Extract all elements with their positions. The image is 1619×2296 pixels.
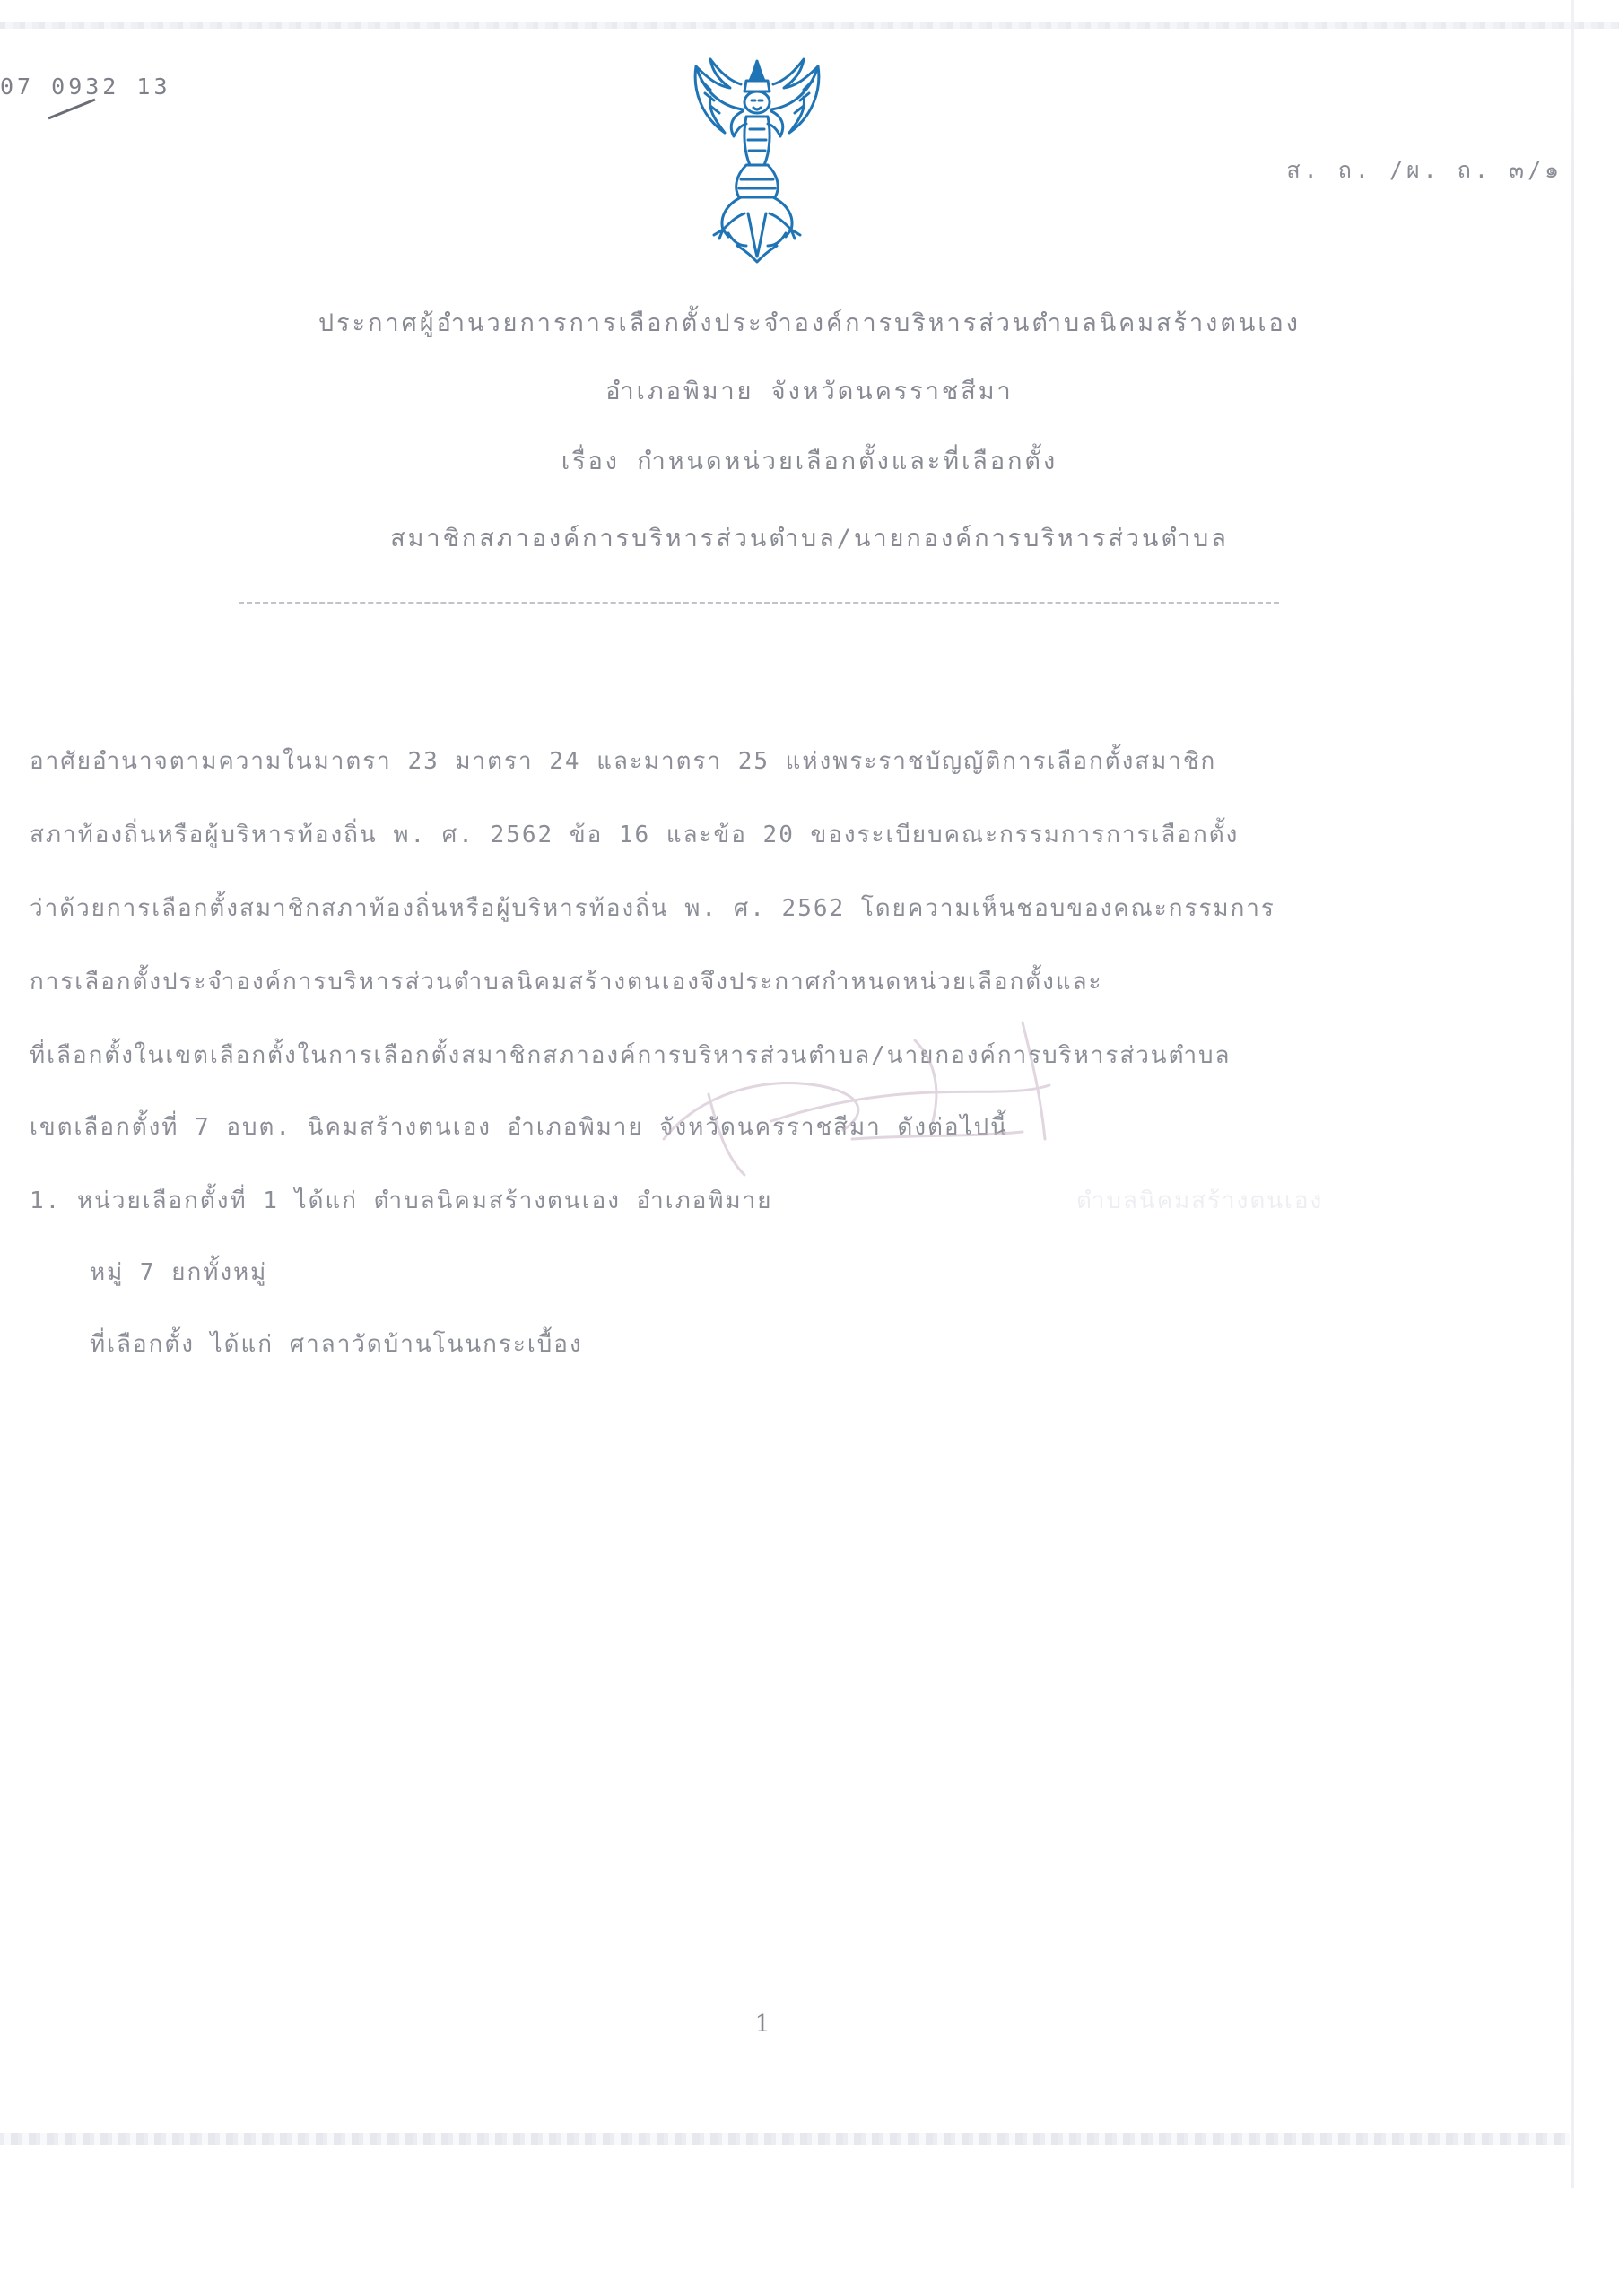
unit-village: หมู่ 7 ยกทั้งหมู่ (90, 1259, 268, 1286)
body-line-2: สภาท้องถิ่นหรือผู้บริหารท้องถิ่น พ. ศ. 2562 ข้อ 16 และข้อ 20 ของระเบียบคณะกรรมการการเลือกตั้ง (30, 822, 1240, 848)
form-reference: ส. ถ. /ผ. ถ. ๓/๑ (1286, 157, 1562, 183)
body-line-4: การเลือกตั้งประจำองค์การบริหารส่วนตำบลนิคมสร้างตนเองจึงประกาศกำหนดหน่วยเลือกตั้งและ (30, 969, 1103, 996)
title-line-2: อำเภอพิมาย จังหวัดนครราชสีมา (605, 378, 1014, 405)
page-number: 1 (754, 2011, 770, 2038)
unit-heading: 1. หน่วยเลือกตั้งที่ 1 ได้แก่ ตำบลนิคมสร้างตนเอง อำเภอพิมาย (30, 1187, 773, 1214)
document-code: 07 0932 13 (0, 74, 171, 100)
title-divider (239, 602, 1279, 604)
title-line-3: เรื่อง กำหนดหน่วยเลือกตั้งและที่เลือกตั้ง (561, 448, 1058, 475)
title-line-4: สมาชิกสภาองค์การบริหารส่วนตำบล/นายกองค์การบริหารส่วนตำบล (390, 525, 1229, 552)
body-line-5: ที่เลือกตั้งในเขตเลือกตั้งในการเลือกตั้งสมาชิกสภาองค์การบริหารส่วนตำบล/นายกองค์การบริหารส่วนตำบล (30, 1042, 1232, 1069)
body-line-1: อาศัยอำนาจตามความในมาตรา 23 มาตรา 24 และมาตรา 25 แห่งพระราชบัญญัติการเลือกตั้งสมาชิก (30, 748, 1217, 775)
scan-noise-top (0, 22, 1619, 29)
garuda-emblem (683, 54, 831, 269)
unit-venue: ที่เลือกตั้ง ได้แก่ ศาลาวัดบ้านโนนกระเบื้อง (90, 1331, 583, 1358)
body-line-3: ว่าด้วยการเลือกตั้งสมาชิกสภาท้องถิ่นหรือผู้บริหารท้องถิ่น พ. ศ. 2562 โดยความเห็นชอบของคณะกรรมการ (30, 895, 1275, 922)
ghost-text: ตำบลนิคมสร้างตนเอง (1076, 1187, 1324, 1214)
body-line-6: เขตเลือกตั้งที่ 7 อบต. นิคมสร้างตนเอง อำเภอพิมาย จังหวัดนครราชสีมา ดังต่อไปนี้ (30, 1114, 1008, 1141)
pen-mark (48, 99, 95, 120)
title-line-1: ประกาศผู้อำนวยการการเลือกตั้งประจำองค์การบริหารส่วนตำบลนิคมสร้างตนเอง (318, 309, 1301, 337)
scan-noise-bottom (0, 2133, 1570, 2145)
